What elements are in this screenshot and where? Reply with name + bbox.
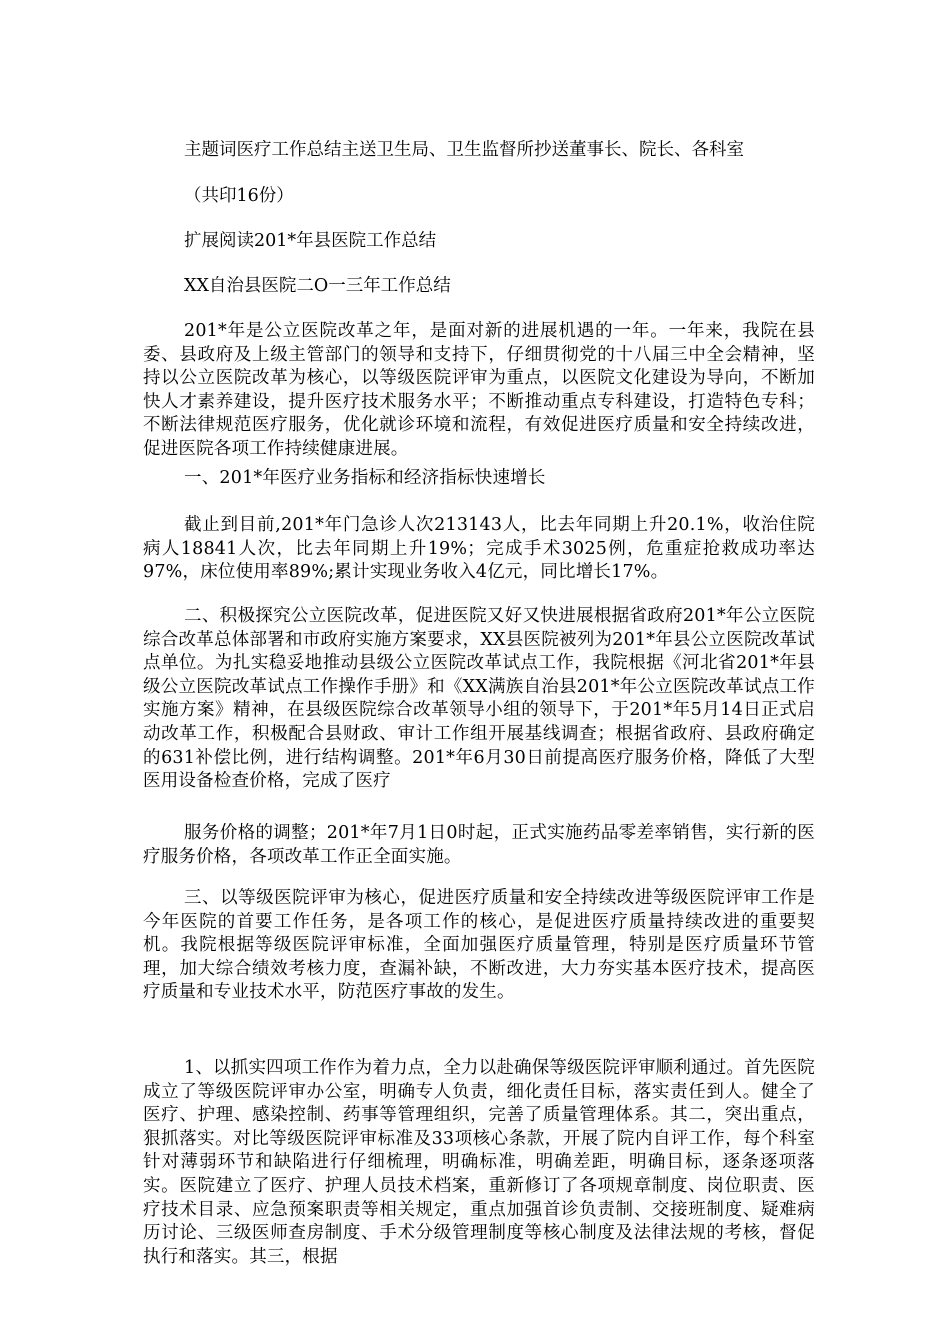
subject-line: 主题词医疗工作总结主送卫生局、卫生监督所抄送董事长、院长、各科室 bbox=[184, 140, 744, 160]
pricing-paragraph: 服务价格的调整；201*年7月1日0时起，正式实施药品零差率销售，实行新的医疗服务价格，各项改革工作正全面实施。 bbox=[143, 823, 815, 867]
report-title: XX自治县医院二O一三年工作总结 bbox=[184, 276, 451, 296]
quality-paragraph: 三、以等级医院评审为核心，促进医疗质量和安全持续改进等级医院评审工作是今年医院的首要工作任务，是各项工作的核心，是促进医疗质量持续改进的重要契机。我院根据等级医院评审标准，全面加强医疗质量管理，特别是医疗质量环节管理，加大综合绩效考核力度，查漏补缺，不断改进，大力夯实基本医疗技术，提高医疗质量和专业技术水平，防范医疗事故的发生。 bbox=[143, 888, 815, 1003]
intro-paragraph: 201*年是公立医院改革之年，是面对新的进展机遇的一年。一年来，我院在县委、县政府及上级主管部门的领导和支持下，仔细贯彻党的十八届三中全会精神，坚持以公立医院改革为核心，以等级医院评审为重点，以医院文化建设为导向，不断加快人才素养建设，提升医疗技术服务水平；不断推动重点专科建设，打造特色专科；不断法律规范医疗服务，优化就诊环境和流程，有效促进医疗质量和安全持续改进，促进医院各项工作持续健康进展。 bbox=[143, 321, 815, 459]
extended-reading-title: 扩展阅读201*年县医院工作总结 bbox=[184, 231, 437, 251]
accreditation-paragraph: 1、以抓实四项工作作为着力点，全力以赴确保等级医院评审顺利通过。首先医院成立了等级医院评审办公室，明确专人负责，细化责任目标，落实责任到人。健全了医疗、护理、感染控制、药事等管理组织，完善了质量管理体系。其二，突出重点，狠抓落实。对比等级医院评审标准及33项核心条款，开展了院内自评工作，每个科室针对薄弱环节和缺陷进行仔细梳理，明确标准，明确差距，明确目标，逐条逐项落实。医院建立了医疗、护理人员技术档案，重新修订了各项规章制度、岗位职责、医疗技术目录、应急预案职责等相关规定，重点加强首诊负责制、交接班制度、疑难病历讨论、三级医师查房制度、手术分级管理制度等核心制度及法律法规的考核，督促执行和落实。其三，根据 bbox=[143, 1058, 815, 1267]
section-heading-1: 一、201*年医疗业务指标和经济指标快速增长 bbox=[184, 468, 546, 488]
statistics-paragraph: 截止到目前,201*年门急诊人次213143人，比去年同期上升20.1%，收治住院病人18841人次，比去年同期上升19%；完成手术3025例，危重症抢救成功率达97%，床位使用率89%;累计实现业务收入4亿元，同比增长17%。 bbox=[143, 515, 815, 583]
reform-paragraph: 二、积极探究公立医院改革，促进医院又好又快进展根据省政府201*年公立医院综合改革总体部署和市政府实施方案要求，XX县医院被列为201*年县公立医院改革试点单位。为扎实稳妥地推动县级公立医院改革试点工作，我院根据《河北省201*年县级公立医院改革试点工作操作手册》和《XX满族自治县201*年公立医院改革试点工作实施方案》精神，在县级医院综合改革领导小组的领导下，于201*年5月14日正式启动改革工作，积极配合县财政、审计工作组开展基线调查；根据省政府、县政府确定的631补偿比例，进行结构调整。201*年6月30日前提高医疗服务价格，降低了大型医用设备检查价格，完成了医疗 bbox=[143, 606, 815, 792]
print-count: （共印16份） bbox=[184, 186, 294, 206]
